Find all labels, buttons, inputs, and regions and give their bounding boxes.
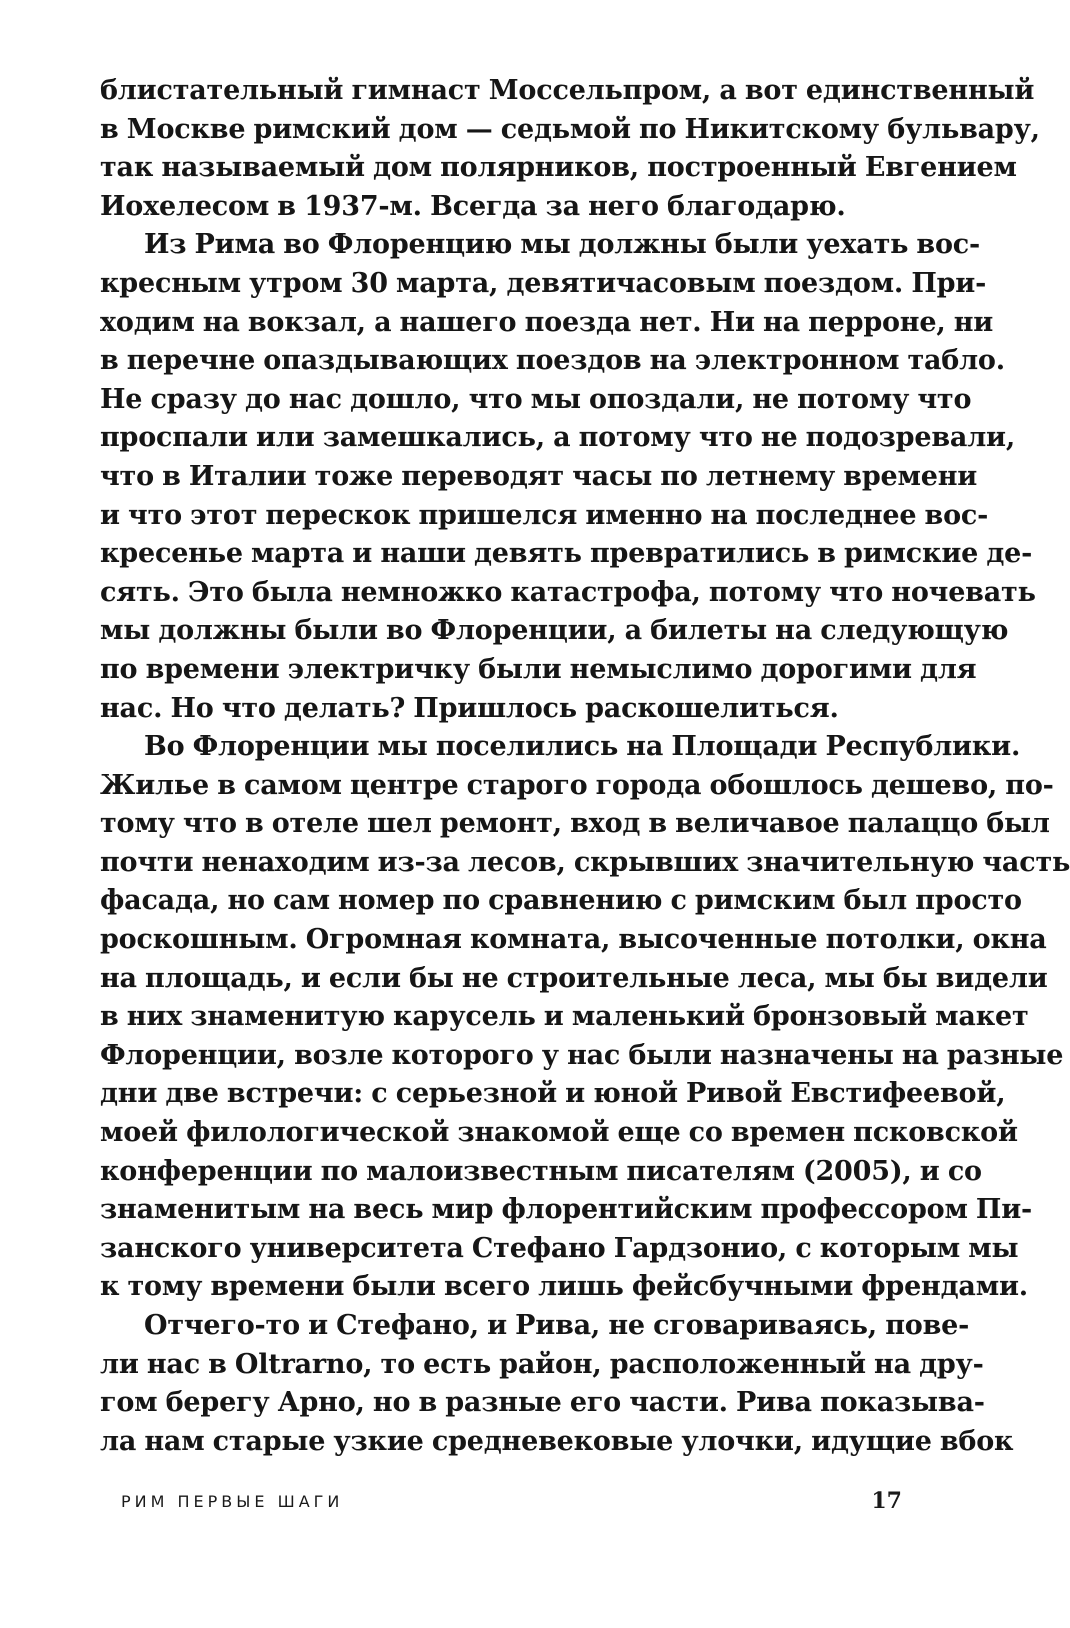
text-line: в перечне опаздывающих поездов на электронном табло. [100, 345, 1005, 377]
text-line: так называемый дом полярников, построенный Евгением [100, 152, 1017, 184]
text-line: в Москве римский дом — седьмой по Никитскому бульвару, [100, 113, 1040, 145]
text-line: конференции по малоизвестным писателям (2005), и со [100, 1155, 982, 1187]
text-line: ли нас в Oltrarno, то есть район, расположенный на дру- [100, 1348, 984, 1380]
page-number: 17 [871, 1488, 902, 1514]
text-line: кресенье марта и наши девять превратились в римские де- [100, 538, 1033, 570]
text-line: нас. Но что делать? Пришлось раскошелиться. [100, 692, 839, 724]
text-line: Флоренции, возле которого у нас были назначены на разные [100, 1039, 1064, 1071]
text-line: почти ненаходим из-за лесов, скрывших значительную часть [100, 846, 1070, 878]
text-line: роскошным. Огромная комната, высоченные потолки, окна [100, 924, 1047, 956]
text-line: моей филологической знакомой еще со времен псковской [100, 1117, 1018, 1149]
text-line: на площадь, и если бы не строительные леса, мы бы видели [100, 962, 1048, 994]
body-text [100, 72, 1070, 1461]
text-line: тому что в отеле шел ремонт, вход в величавое палаццо был [100, 808, 1050, 840]
text-line: мы должны были во Флоренции, а билеты на следующую [100, 615, 1009, 647]
text-line: фасада, но сам номер по сравнению с римским был просто [100, 885, 1022, 917]
text-line: по времени электричку были немыслимо дорогими для [100, 653, 977, 685]
text-line: гом берегу Арно, но в разные его части. Рива показыва- [100, 1387, 985, 1419]
text-line: и что этот перескок пришелся именно на последнее вос- [100, 499, 989, 531]
page-footer [121, 1488, 902, 1518]
text-line: Жилье в самом центре старого города обошлось дешево, по- [100, 769, 1054, 801]
paragraph-first-line: Во Флоренции мы поселились на Площади Республики. [144, 731, 1021, 763]
text-line: кресным утром 30 марта, девятичасовым поездом. При- [100, 267, 987, 299]
text-line: проспали или замешкались, а потому что не подозревали, [100, 422, 1016, 454]
text-line: в них знаменитую карусель и маленький бронзовый макет [100, 1001, 1029, 1033]
paragraph-first-line: Отчего-то и Стефано, и Рива, не сговариваясь, пове- [144, 1310, 970, 1341]
text-line: дни две встречи: с серьезной и юной Ривой Евстифеевой, [100, 1078, 1006, 1110]
text-line: к тому времени были всего лишь фейсбучными френдами. [100, 1271, 1028, 1303]
text-line: ходим на вокзал, а нашего поезда нет. Ни на перроне, ни [100, 306, 994, 338]
running-head: РИМ ПЕРВЫЕ ШАГИ [121, 1492, 344, 1511]
text-line: занского университета Стефано Гардзонио, с которым мы [100, 1232, 1019, 1264]
text-line: Не сразу до нас дошло, что мы опоздали, не потому что [100, 383, 972, 415]
paragraph-first-line: Из Рима во Флоренцию мы должны были уехать вос- [144, 229, 981, 261]
text-line: Иохелесом в 1937-м. Всегда за него благодарю. [100, 190, 846, 222]
text-line: ла нам старые узкие средневековые улочки, идущие вбок [100, 1425, 1014, 1457]
text-line: что в Италии тоже переводят часы по летнему времени [100, 460, 978, 492]
text-line: сять. Это была немножко катастрофа, потому что ночевать [100, 576, 1036, 608]
text-line: знаменитым на весь мир флорентийским профессором Пи- [100, 1194, 1033, 1226]
text-line: блистательный гимнаст Моссельпром, а вот единственный [100, 75, 1035, 106]
